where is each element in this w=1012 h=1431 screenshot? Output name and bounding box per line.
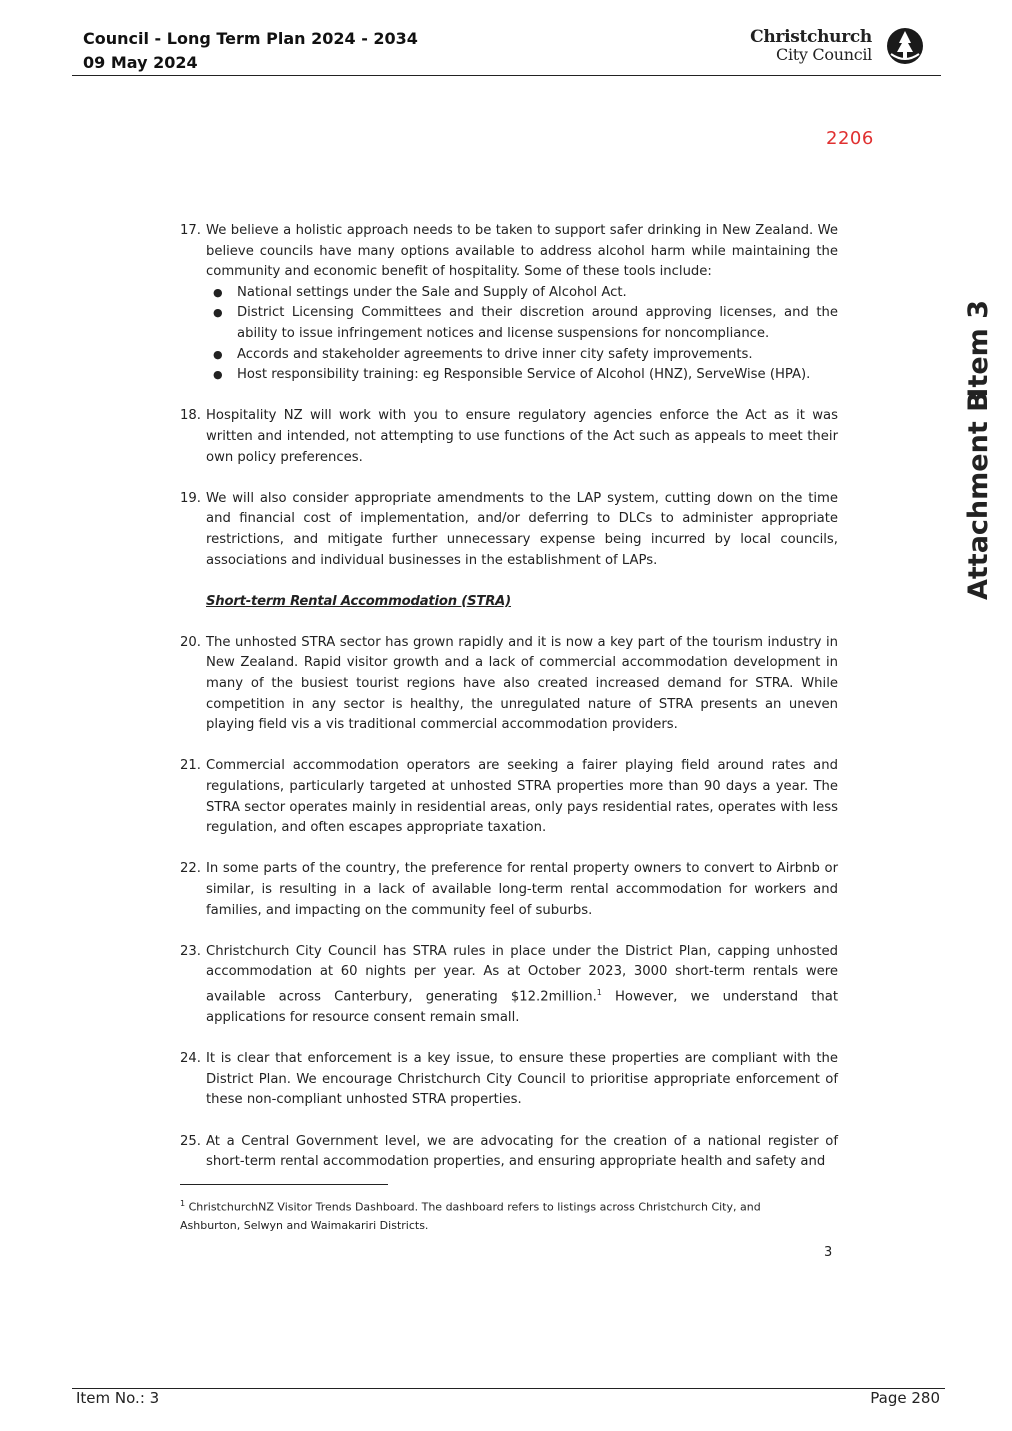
tools-list [206, 283, 838, 386]
meeting-title: Council - Long Term Plan 2024 - 2034 [83, 29, 418, 48]
paragraph-23 [180, 942, 838, 1029]
header-divider [72, 75, 941, 76]
council-logo [745, 27, 925, 67]
footnote [180, 1195, 820, 1235]
paragraph-17 [180, 221, 838, 386]
bullet-icon: ● [213, 285, 223, 299]
footnote-marker: 1 [180, 1199, 186, 1208]
logo-text-line2: City Council [776, 45, 872, 64]
paragraph-text: We believe a holistic approach needs to be taken to support safer drinking in New Zealand. We believe councils have many options available to address alcohol harm while maintaining the community and economic benefit of hospitality. Some of these tools include: [206, 223, 838, 280]
submission-reference-number: 2206 [826, 128, 874, 149]
paragraph-22 [180, 859, 838, 921]
paragraph-text: The unhosted STRA sector has grown rapidly and it is now a key part of the tourism industry in New Zealand. Rapid visitor growth and a lack of commercial accommodation development in many of the busiest tourist regions have also created increased demand for STRA. While competition in any sector is healthy, the unregulated nature of STRA presents an uneven playing field vis a vis traditional commercial accommodation providers. [206, 634, 838, 733]
paragraph-text: In some parts of the country, the preference for rental property owners to convert to Airbnb or similar, is resulting in a lack of available long-term rental accommodation for workers and families, and impacting on the community feel of suburbs. [206, 861, 838, 918]
list-item: ● District Licensing Committees and their discretion around approving licenses, and the ability to issue infringement notices and license suspensions for noncompliance. [206, 303, 838, 344]
paragraph-number: 18. [180, 408, 201, 424]
paragraph-number: 21. [180, 758, 201, 774]
paragraph-number: 17. [180, 223, 201, 238]
paragraph-number: 22. [180, 861, 201, 877]
page-number: 3 [824, 1245, 833, 1260]
paragraph-number: 25. [180, 1133, 201, 1149]
paragraph-25 [180, 1132, 838, 1173]
list-item: ● Accords and stakeholder agreements to drive inner city safety improvements. [206, 345, 838, 366]
paragraph-text: Christchurch City Council has STRA rules in place under the District Plan, capping unhosted accommodation at 60 nights per year. As at October 2023, 3000 short-term rentals were available across Canterbury, generating $12.2million.$^1$ However, we understand that applications for resource consent remain small. [206, 943, 838, 1025]
paragraph-text: It is clear that enforcement is a key issue, to ensure these properties are compliant with the District Plan. We encourage Christchurch City Council to prioritise appropriate enforcement of these non-compliant unhosted STRA properties. [206, 1051, 838, 1108]
document-header [83, 27, 418, 75]
logo-text-line1: Christchurch [750, 27, 872, 47]
paragraph-number: 20. [180, 634, 201, 650]
footnote-divider [180, 1184, 388, 1185]
christchurch-city-council-logo-icon [885, 27, 925, 65]
section-heading: Short-term Rental Accommodation (STRA) [206, 593, 512, 609]
list-item: ● Host responsibility training: eg Responsible Service of Alcohol (HNZ), ServeWise (HPA). [206, 365, 838, 386]
paragraph-number: 23. [180, 943, 201, 959]
bullet-icon: ● [213, 347, 223, 361]
list-item: ● National settings under the Sale and Supply of Alcohol Act. [206, 283, 838, 304]
paragraph-21 [180, 756, 838, 838]
paragraph-text: Commercial accommodation operators are seeking a fairer playing field around rates and regulations, particularly targeted at unhosted STRA properties more than 90 days a year. The STRA sector operates mainly in residential areas, only pays residential rates, operates with less regulation, and often escapes appropriate taxation. [206, 758, 838, 836]
paragraph-number: 19. [180, 490, 201, 506]
paragraph-number: 24. [180, 1051, 201, 1067]
paragraph-20 [180, 633, 838, 736]
paragraph-18 [180, 406, 838, 468]
footer-page-number: Page 280 [870, 1389, 940, 1407]
paragraph-text: Hospitality NZ will work with you to ensure regulatory agencies enforce the Act as it was written and intended, not attempting to use functions of the Act such as appeals to meet their own policy preferences. [206, 408, 838, 465]
document-body [180, 221, 838, 1173]
footnote-text: ChristchurchNZ Visitor Trends Dashboard. The dashboard refers to listings across Christchurch City, and Ashburton, Selwyn and Waimakariri Districts. [180, 1200, 761, 1232]
paragraph-19 [180, 489, 838, 571]
footnote-reference[interactable]: 1 [596, 987, 602, 997]
footer-divider [72, 1388, 945, 1389]
meeting-date: 09 May 2024 [83, 53, 198, 72]
bullet-icon: ● [213, 306, 223, 320]
paragraph-text: We will also consider appropriate amendments to the LAP system, cutting down on the time and financial cost of implementation, and/or deferring to DLCs to administer appropriate restrictions, and mitigate further unnecessary expense being incurred by local councils, associations and individual businesses in the establishment of LAPs. [206, 490, 838, 568]
bullet-icon: ● [213, 368, 223, 382]
paragraph-24 [180, 1049, 838, 1111]
footer-item-number: Item No.: 3 [76, 1389, 160, 1407]
sidebar-item-label: Item 3 [963, 300, 994, 398]
paragraph-text: At a Central Government level, we are advocating for the creation of a national register of short-term rental accommodation properties, and ensuring appropriate health and safety and [206, 1133, 838, 1170]
sidebar-attachment-label: Attachment B [963, 391, 994, 600]
